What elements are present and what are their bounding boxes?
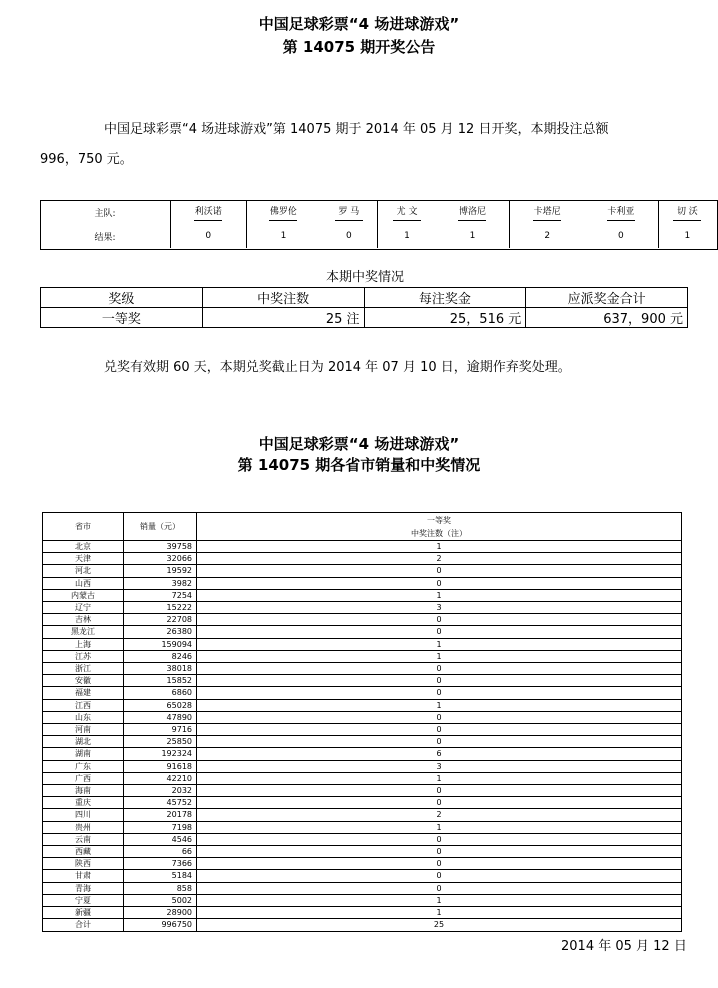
province-name: 山西 [43,577,124,589]
province-sales: 159094 [124,638,197,650]
table-row [43,833,682,845]
match-result: 1 [469,231,476,241]
province-name: 内蒙古 [43,589,124,601]
team-cell [510,200,584,224]
province-name: 新疆 [43,907,124,919]
prize-header-count: 中奖注数 [202,288,364,308]
table-row [43,821,682,833]
province-win-count: 0 [197,614,682,626]
team-name: 利沃诺 [195,204,222,221]
province-sales: 19592 [124,565,197,577]
table-row [43,882,682,894]
table-row [43,907,682,919]
province-win-count: 0 [197,797,682,809]
team-name: 卡利亚 [607,204,634,221]
province-sales: 2032 [124,785,197,797]
province-name: 四川 [43,809,124,821]
table-row [43,675,682,687]
table-row [43,870,682,882]
team-cell [320,200,378,224]
province-sales: 4546 [124,833,197,845]
province-win-count: 0 [197,833,682,845]
province-win-count: 1 [197,699,682,711]
table-row [43,748,682,760]
table-row [43,589,682,601]
match-result: 0 [205,231,212,241]
table-row [43,638,682,650]
province-win-count: 1 [197,894,682,906]
province-name: 云南 [43,833,124,845]
province-win-count: 0 [197,870,682,882]
team-name: 卡塔尼 [534,204,561,221]
table-row [43,687,682,699]
province-name: 陕西 [43,858,124,870]
province-sales: 22708 [124,614,197,626]
province-name: 海南 [43,785,124,797]
province-name: 青海 [43,882,124,894]
province-sales: 42210 [124,772,197,784]
table-row [43,565,682,577]
province-name: 广东 [43,760,124,772]
prize-header-level: 奖级 [41,288,203,308]
team-cell [246,200,320,224]
table-row [43,626,682,638]
table-row [43,650,682,662]
table-row [43,797,682,809]
province-sales: 15222 [124,602,197,614]
province-win-count: 1 [197,638,682,650]
table-row [43,577,682,589]
province-win-count: 3 [197,760,682,772]
province-win-count: 2 [197,553,682,565]
prize-total: 637，900 元 [526,308,688,328]
province-win-count: 0 [197,882,682,894]
table-row [43,711,682,723]
table-row [43,858,682,870]
province-sales: 32066 [124,553,197,565]
province-sales: 15852 [124,675,197,687]
table-row [43,553,682,565]
table-row [43,846,682,858]
announcement-title: 中国足球彩票“4 场进球游戏” [258,15,460,33]
table-row [43,785,682,797]
province-sales: 5184 [124,870,197,882]
province-sales: 7366 [124,858,197,870]
province-win-count: 0 [197,663,682,675]
table-row [43,724,682,736]
col-header-first-prize [197,513,682,541]
province-name: 北京 [43,541,124,553]
province-name: 甘肃 [43,870,124,882]
province-sales: 38018 [124,663,197,675]
team-cell [436,200,510,224]
province-win-count: 0 [197,687,682,699]
province-sales: 20178 [124,809,197,821]
province-sales: 7198 [124,821,197,833]
province-win-count: 1 [197,907,682,919]
col-header-sales: 销量（元） [124,513,197,541]
team-name: 尤 文 [397,204,418,221]
province-sales: 8246 [124,650,197,662]
province-section-subtitle: 第 14075 期各省市销量和中奖情况 [237,456,481,474]
province-name: 湖北 [43,736,124,748]
match-result: 1 [378,224,436,248]
match-result: 1 [658,224,716,248]
province-win-count: 0 [197,858,682,870]
province-sales: 3982 [124,577,197,589]
team-cell [584,200,658,224]
province-sales: 6860 [124,687,197,699]
province-sales-table [42,512,682,932]
table-row [43,699,682,711]
province-sales: 66 [124,846,197,858]
province-name: 贵州 [43,821,124,833]
team-cell [171,200,247,224]
province-sales: 996750 [124,919,197,931]
province-sales: 65028 [124,699,197,711]
match-results-table [40,200,716,248]
province-name: 重庆 [43,797,124,809]
province-name: 辽宁 [43,602,124,614]
match-result: 0 [618,231,624,241]
province-name: 合计 [43,919,124,931]
province-sales: 39758 [124,541,197,553]
province-name: 河北 [43,565,124,577]
province-sales: 47890 [124,711,197,723]
match-result: 2 [510,224,584,248]
province-sales: 26380 [124,626,197,638]
team-cell [658,200,716,224]
province-win-count: 0 [197,785,682,797]
province-win-count: 0 [197,626,682,638]
table-row [43,919,682,931]
province-win-count: 1 [197,650,682,662]
province-sales: 7254 [124,589,197,601]
province-sales: 45752 [124,797,197,809]
match-result: 0 [346,231,352,241]
announcement-subtitle: 第 14075 期开奖公告 [282,38,436,56]
province-name: 江西 [43,699,124,711]
province-win-count: 0 [197,724,682,736]
province-sales: 858 [124,882,197,894]
province-name: 安徽 [43,675,124,687]
province-win-count: 0 [197,577,682,589]
prize-amount: 25，516 元 [364,308,526,328]
province-win-count: 0 [197,711,682,723]
province-name: 宁夏 [43,894,124,906]
table-row [43,894,682,906]
table-row [43,760,682,772]
province-sales: 28900 [124,907,197,919]
prize-header-amount: 每注奖金 [364,288,526,308]
prize-header-total: 应派奖金合计 [526,288,688,308]
province-name: 广西 [43,772,124,784]
province-name: 河南 [43,724,124,736]
province-win-count: 6 [197,748,682,760]
prize-level: 一等奖 [41,308,203,328]
province-win-count: 1 [197,772,682,784]
team-name: 切 沃 [677,204,698,221]
province-section-title: 中国足球彩票“4 场进球游戏” [258,435,460,453]
team-cell [378,200,436,224]
province-name: 福建 [43,687,124,699]
province-name: 山东 [43,711,124,723]
table-row [43,772,682,784]
province-table-body [43,541,682,932]
table-row [43,809,682,821]
team-name: 罗 马 [338,204,359,221]
province-win-count: 0 [197,675,682,687]
province-win-count: 0 [197,565,682,577]
home-team-label: 主队: [40,200,171,224]
province-name: 浙江 [43,663,124,675]
province-name: 吉林 [43,614,124,626]
table-row [43,663,682,675]
province-name: 江苏 [43,650,124,662]
result-label: 结果: [40,224,171,248]
team-name: 佛罗伦 [270,204,297,221]
province-sales: 25850 [124,736,197,748]
province-sales: 5002 [124,894,197,906]
province-win-count: 2 [197,809,682,821]
intro-line-2: 996，750 元。 [40,152,133,167]
win-count-label: 中奖注数（注） [411,528,467,538]
first-prize-label: 一等奖 [427,515,451,525]
province-name: 天津 [43,553,124,565]
prize-count: 25 注 [202,308,364,328]
province-sales: 91618 [124,760,197,772]
match-result: 1 [246,224,320,248]
province-win-count: 1 [197,821,682,833]
province-win-count: 1 [197,541,682,553]
province-sales: 192324 [124,748,197,760]
col-header-province: 省市 [43,513,124,541]
team-name: 博洛尼 [459,204,486,221]
province-win-count: 1 [197,589,682,601]
province-name: 上海 [43,638,124,650]
validity-note: 兑奖有效期 60 天，本期兑奖截止日为 2014 年 07 月 10 日，逾期作弃奖处理。 [104,360,571,375]
province-sales: 9716 [124,724,197,736]
table-row [43,736,682,748]
table-row [43,602,682,614]
footer-date: 2014 年 05 月 12 日 [561,939,687,954]
table-row [43,541,682,553]
table-row [43,614,682,626]
province-win-count: 0 [197,846,682,858]
prize-table [40,287,688,328]
intro-line-1: 中国足球彩票“4 场进球游戏”第 14075 期于 2014 年 05 月 12 日开奖，本期投注总额 [104,122,609,137]
province-name: 湖南 [43,748,124,760]
prize-section-title: 本期中奖情况 [325,270,404,285]
province-name: 黑龙江 [43,626,124,638]
province-win-count: 3 [197,602,682,614]
province-win-count: 25 [197,919,682,931]
province-name: 西藏 [43,846,124,858]
province-win-count: 0 [197,736,682,748]
